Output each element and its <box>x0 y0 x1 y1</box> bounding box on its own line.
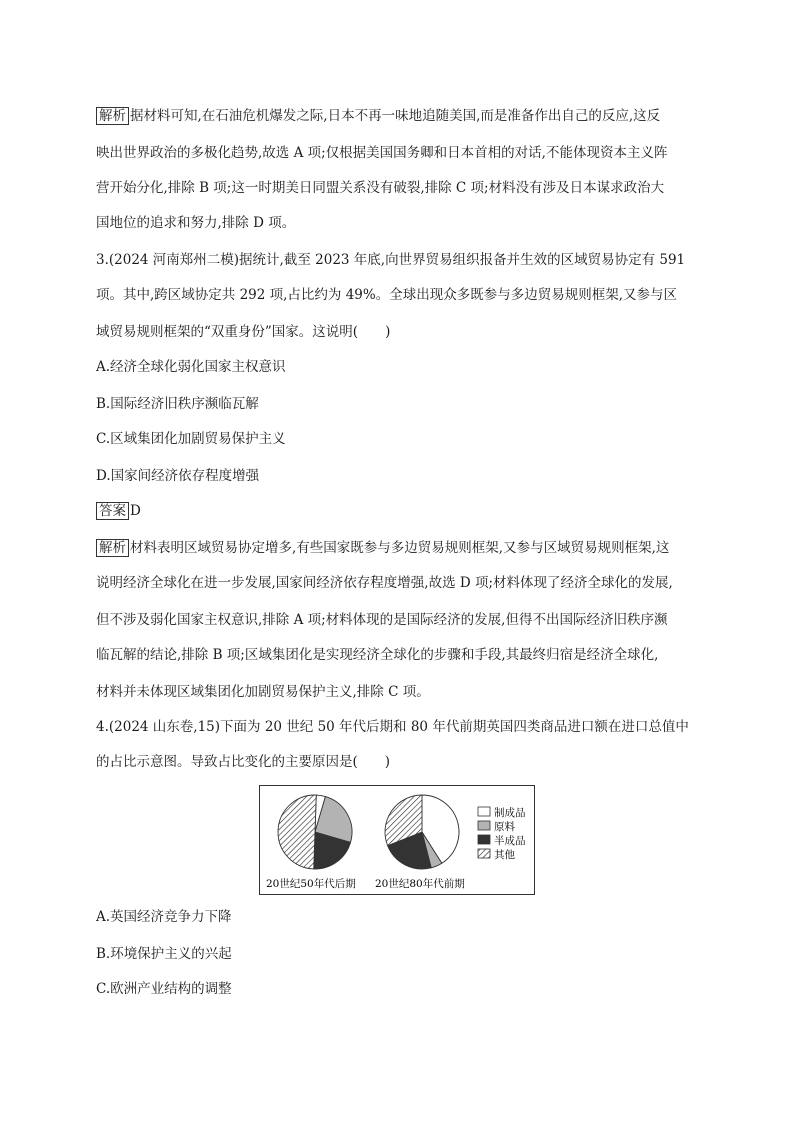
analysis-q2-line-1: 解析 据材料可知,在石油危机爆发之际,日本不再一味地追随美国,而是准备作出自己的反应,这反 <box>96 106 706 126</box>
q3-option-b: B.国际经济旧秩序濒临瓦解 <box>96 396 259 412</box>
q3-option-c: C.区域集团化加剧贸易保护主义 <box>96 431 286 447</box>
legend-swatch-other <box>478 849 490 858</box>
pie-50s-caption: 20世纪50年代后期 <box>266 878 356 890</box>
q3-analysis-line-5: 材料并未体现区域集团化加剧贸易保护主义,排除 C 项。 <box>96 684 430 700</box>
legend-label-semi: 半成品 <box>494 835 526 847</box>
legend-label-other: 其他 <box>494 849 515 861</box>
q4-stem-line-2: 的占比示意图。导致占比变化的主要原因是( ) <box>96 754 391 770</box>
pie-50s <box>278 795 352 869</box>
q3-stem-line-3: 域贸易规则框架的“双重身份”国家。这说明( ) <box>96 324 391 340</box>
legend-swatch-manufactured <box>478 807 490 816</box>
q3-answer <box>96 501 706 521</box>
chart-legend <box>478 806 526 861</box>
pie-chart-figure <box>259 785 535 895</box>
analysis-tag: 解析 <box>96 107 129 125</box>
pie-80s <box>385 795 459 869</box>
pie-chart-svg <box>260 786 536 896</box>
q4-stem-line-1: 4.(2024 山东卷,15)下面为 20 世纪 50 年代后期和 80 年代前期英国四类商品进口额在进口总值中 <box>96 719 689 735</box>
pie-80s-caption: 20世纪80年代前期 <box>375 878 465 890</box>
q3-analysis-line-2: 说明经济全球化在进一步发展,国家间经济依存程度增强,故选 D 项;材料体现了经济全球化的发展, <box>96 575 673 591</box>
legend-label-raw: 原料 <box>494 821 515 833</box>
pie-50s-slice-other <box>278 795 316 869</box>
q3-option-d: D.国家间经济依存程度增强 <box>96 468 260 484</box>
legend-swatch-semi <box>478 835 490 844</box>
analysis-q2-line-4: 国地位的追求和努力,排除 D 项。 <box>96 215 296 231</box>
answer-tag: 答案 <box>96 502 129 520</box>
q4-option-c: C.欧洲产业结构的调整 <box>96 981 232 997</box>
legend-label-manufactured: 制成品 <box>494 807 526 819</box>
q3-analysis-line-4: 临瓦解的结论,排除 B 项;区域集团化是实现经济全球化的步骤和手段,其最终归宿是经济全球化, <box>96 647 659 663</box>
q3-stem-line-1: 3.(2024 河南郑州二模)据统计,截至 2023 年底,向世界贸易组织报备并生效的区域贸易协定有 591 <box>96 252 686 268</box>
q4-option-a: A.英国经济竞争力下降 <box>96 909 232 925</box>
q3-analysis-line-1: 解析 材料表明区域贸易协定增多,有些国家既参与多边贸易规则框架,又参与区域贸易规则框架,这 <box>96 538 706 558</box>
q3-analysis-line-3: 但不涉及弱化国家主权意识,排除 A 项;材料体现的是国际经济的发展,但得不出国际经济旧秩序濒 <box>96 612 668 628</box>
answer-value: D <box>130 503 141 519</box>
analysis-q2-line-2: 映出世界政治的多极化趋势,故选 A 项;仅根据美国国务卿和日本首相的对话,不能体现资本主义阵 <box>96 145 668 161</box>
q3-stem-line-2: 项。其中,跨区域协定共 292 项,占比约为 49%。全球出现众多既参与多边贸易规则框架,又参与区 <box>96 287 678 303</box>
q3-option-a: A.经济全球化弱化国家主权意识 <box>96 359 286 375</box>
legend-swatch-raw <box>478 821 490 830</box>
analysis-q2-line-3: 营开始分化,排除 B 项;这一时期美日同盟关系没有破裂,排除 C 项;材料没有涉及日本谋求政治大 <box>96 180 665 196</box>
q4-option-b: B.环境保护主义的兴起 <box>96 946 232 962</box>
analysis-tag: 解析 <box>96 539 129 557</box>
